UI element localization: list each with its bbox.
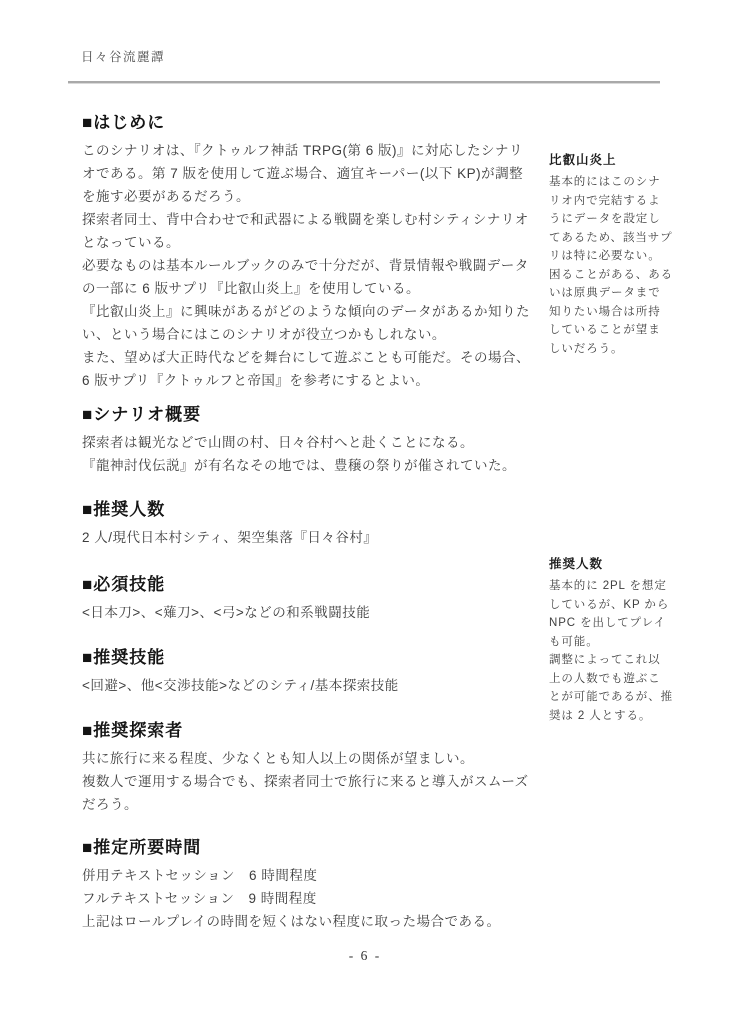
section-required-skills: [82, 575, 538, 624]
body-line: このシナリオは、『クトゥルフ神話 TRPG(第 6 版)』に対応したシナリ: [82, 143, 524, 158]
body-line: の一部に 6 版サプリ『比叡山炎上』を使用している。: [82, 281, 420, 296]
body-line: 探索者は観光などで山間の村、日々谷村へと赴くことになる。: [82, 435, 474, 450]
section-scenario-overview: [82, 405, 538, 477]
sidebar-note-line: も可能。: [549, 635, 599, 648]
body-line: 『比叡山炎上』に興味があるがどのような傾向のデータがあるか知りた: [82, 304, 530, 319]
body-line: を施す必要があるだろう。: [82, 189, 250, 204]
sidebar-note-line: うにデータを設定し: [549, 213, 661, 225]
sidebar-note-players: [549, 556, 673, 725]
section-introduction: [82, 113, 538, 392]
body-line: フルテキストセッション 9 時間程度: [82, 891, 317, 906]
sidebar-note-line: 調整によってこれ以: [549, 654, 661, 666]
body-line: <日本刀>、<薙刀>、<弓>などの和系戦闘技能: [82, 605, 371, 620]
sidebar-note-line: いは原典データまで: [549, 287, 661, 299]
sidebar-note-line: 奨は 2 人とする。: [549, 709, 652, 722]
section-recommended-investigators: [82, 721, 538, 816]
sidebar-note-line: てあるため、該当サプ: [549, 231, 673, 244]
sidebar-note-hieizan: [549, 152, 673, 358]
body-line: 6 版サプリ『クトゥルフと帝国』を参考にするとよい。: [82, 373, 430, 388]
body-line: 必要なものは基本ルールブックのみで十分だが、背景情報や戦闘データ: [82, 258, 529, 273]
body-line: オである。第 7 版を使用して遊ぶ場合、適宜キーパー(以下 KP)が調整: [82, 166, 524, 181]
sidebar-note-line: しいだろう。: [549, 342, 624, 355]
section-heading: ■シナリオ概要: [82, 405, 202, 424]
section-heading: ■推奨技能: [82, 648, 166, 667]
page-number: - 6 -: [348, 948, 382, 963]
section-heading: ■推奨人数: [82, 500, 166, 519]
section-heading: ■推奨探索者: [82, 721, 184, 740]
body-line: い、という場合にはこのシナリオが役立つかもしれない。: [82, 327, 446, 342]
section-heading: ■必須技能: [82, 575, 166, 594]
section-recommended-players: [82, 500, 538, 549]
body-line: 共に旅行に来る程度、少なくとも知人以上の関係が望ましい。: [82, 751, 474, 766]
running-header-title: 日々谷流麗譚: [81, 50, 166, 64]
sidebar-note-heading: 推奨人数: [549, 557, 604, 571]
section-heading: ■推定所要時間: [82, 838, 202, 857]
body-line: 2 人/現代日本村シティ、架空集落『日々谷村』: [82, 530, 378, 545]
body-line: 併用テキストセッション 6 時間程度: [82, 868, 318, 883]
section-estimated-playtime: [82, 838, 538, 933]
body-line: 『龍神討伐伝説』が有名なその地では、豊穣の祭りが催されていた。: [82, 458, 516, 473]
body-line: 上記はロールプレイの時間を短くはない程度に取った場合である。: [82, 914, 501, 929]
body-line: 複数人で運用する場合でも、探索者同士で旅行に来ると導入がスムーズ: [82, 774, 529, 789]
sidebar-note-line: 基本的に 2PL を想定: [549, 580, 667, 592]
sidebar-note-line: リは特に必要ない。: [549, 250, 661, 262]
sidebar-note-line: リオ内で完結するよ: [549, 194, 661, 207]
sidebar-note-line: とが可能であるが、推: [549, 691, 673, 703]
sidebar-note-line: 基本的にはこのシナ: [549, 176, 661, 188]
sidebar-note-heading: 比叡山炎上: [549, 153, 617, 167]
header-divider-rule: [68, 81, 660, 84]
sidebar-note-line: 上の人数でも遊ぶこ: [549, 672, 661, 685]
sidebar-note-line: しているが、KP から: [549, 598, 670, 611]
sidebar-note-line: していることが望ま: [549, 324, 661, 336]
body-line: となっている。: [82, 235, 180, 250]
sidebar-note-line: NPC を出してプレイ: [549, 617, 666, 629]
body-line: また、望めば大正時代などを舞台にして遊ぶことも可能だ。その場合、: [82, 350, 530, 365]
section-recommended-skills: [82, 648, 538, 697]
body-line: 探索者同士、背中合わせで和武器による戦闘を楽しむ村シティシナリオ: [82, 212, 529, 227]
body-line: だろう。: [82, 797, 138, 812]
section-heading: ■はじめに: [82, 113, 166, 132]
sidebar-note-line: 困ることがある、ある: [549, 268, 673, 281]
sidebar-note-line: 知りたい場合は所持: [549, 305, 661, 318]
body-line: <回避>、他<交渉技能>などのシティ/基本探索技能: [82, 678, 399, 693]
